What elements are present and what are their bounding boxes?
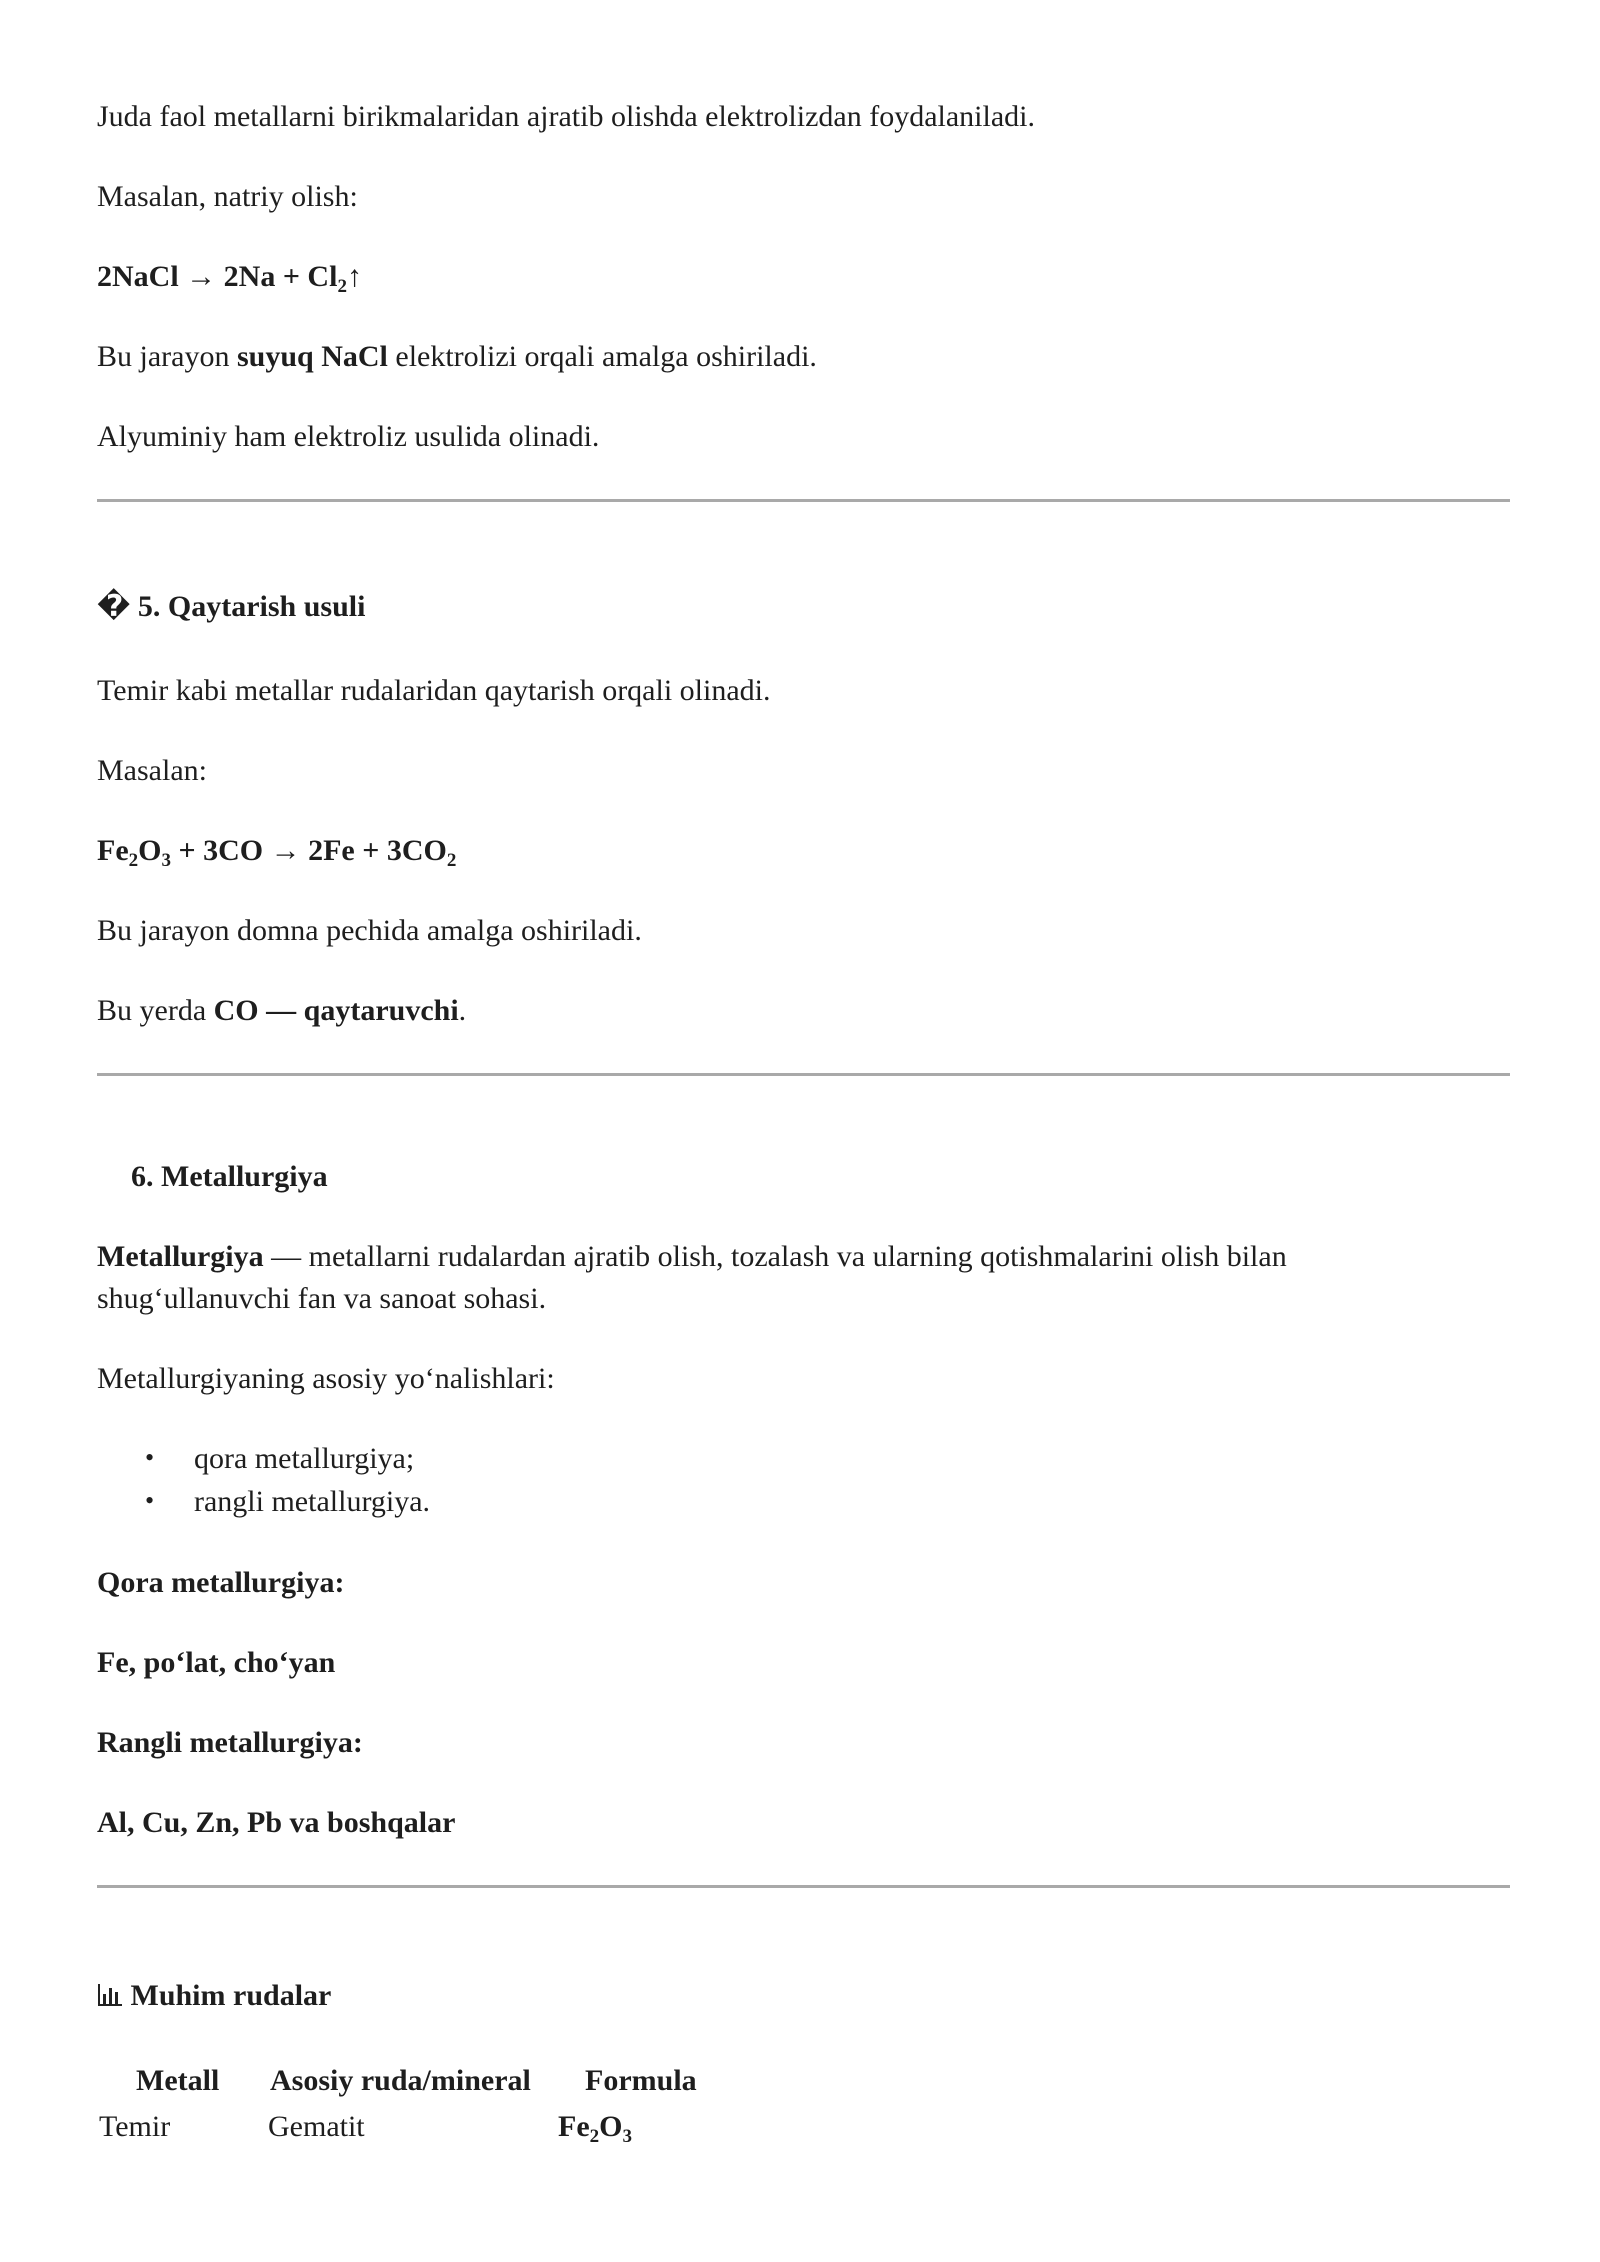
table-header-formula: Formula bbox=[585, 2064, 697, 2097]
equation-rhs: 2Na + Cl bbox=[223, 260, 338, 293]
equation-arrow: → bbox=[186, 260, 217, 293]
rangli-label: Rangli metallurgiya: bbox=[97, 1726, 363, 1759]
equation-part: + 3CO bbox=[170, 834, 271, 867]
section-5-heading bbox=[97, 586, 365, 628]
formula-subscript: 2 bbox=[589, 2126, 600, 2147]
list-item: qora metallurgiya; bbox=[194, 1442, 415, 1475]
bold-segment: suyuq NaCl bbox=[236, 340, 388, 373]
table-cell-formula bbox=[558, 2106, 632, 2148]
list-item: rangli metallurgiya. bbox=[194, 1485, 431, 1518]
equation-part: 2Fe + 3CO bbox=[300, 834, 447, 867]
qora-label: Qora metallurgiya: bbox=[97, 1566, 345, 1599]
formula-part: Fe bbox=[558, 2110, 590, 2143]
equation-subscript: 2 bbox=[337, 276, 347, 297]
text-segment: elektrolizi orqali amalga oshiriladi. bbox=[387, 340, 817, 373]
rangli-items: Al, Cu, Zn, Pb va boshqalar bbox=[97, 1806, 456, 1839]
bullet-marker: • bbox=[145, 1443, 155, 1472]
table-cell-mineral: Gematit bbox=[268, 2110, 365, 2143]
bold-segment: Metallurgiya bbox=[97, 1240, 264, 1273]
equation-subscript: 2 bbox=[128, 850, 139, 871]
formula-subscript: 3 bbox=[622, 2126, 632, 2147]
equation-arrow: → bbox=[270, 834, 301, 867]
equation-lhs: 2NaCl bbox=[97, 260, 179, 293]
formula-part: O bbox=[599, 2110, 623, 2143]
fe2o3-equation bbox=[97, 830, 456, 872]
section-5-line-4 bbox=[97, 990, 466, 1032]
equation-tail: ↑ bbox=[346, 260, 362, 293]
intro-line-3 bbox=[97, 336, 817, 378]
intro-line-4: Alyuminiy ham elektroliz usulida olinadi. bbox=[97, 420, 600, 453]
text-segment: Bu jarayon bbox=[97, 340, 237, 373]
text-segment: . bbox=[458, 994, 467, 1027]
table-cell-metal: Temir bbox=[99, 2110, 171, 2143]
definition-line-2: shug‘ullanuvchi fan va sanoat sohasi. bbox=[97, 1282, 547, 1315]
intro-line-1: Juda faol metallarni birikmalaridan ajratib olishda elektrolizdan foydalaniladi. bbox=[97, 100, 1035, 133]
equation-subscript: 3 bbox=[161, 850, 171, 871]
equation-part: O bbox=[138, 834, 162, 867]
horizontal-divider bbox=[97, 499, 1510, 502]
horizontal-divider bbox=[97, 1073, 1510, 1076]
nacl-equation bbox=[97, 256, 362, 298]
text-segment: — metallarni rudalardan ajratib olish, tozalash va ularning qotishmalarini olish bilan bbox=[263, 1240, 1287, 1273]
bullet-marker: • bbox=[145, 1486, 155, 1515]
ores-title: Muhim rudalar bbox=[130, 1979, 332, 2012]
missing-glyph-icon: � bbox=[97, 589, 131, 624]
directions-intro: Metallurgiyaning asosiy yo‘nalishlari: bbox=[97, 1362, 555, 1395]
qora-items: Fe, po‘lat, cho‘yan bbox=[97, 1646, 336, 1679]
section-6-title: 6. Metallurgiya bbox=[131, 1160, 328, 1193]
document-page bbox=[97, 0, 1510, 2262]
intro-line-2: Masalan, natriy olish: bbox=[97, 180, 358, 213]
horizontal-divider bbox=[97, 1885, 1510, 1888]
ores-heading bbox=[97, 1975, 331, 2017]
section-5-title: 5. Qaytarish usuli bbox=[137, 590, 366, 623]
text-segment: Bu yerda bbox=[97, 994, 214, 1027]
bold-segment: CO — qaytaruvchi bbox=[213, 994, 459, 1027]
equation-part: Fe bbox=[97, 834, 129, 867]
section-5-line-3: Bu jarayon domna pechida amalga oshiriladi. bbox=[97, 914, 642, 947]
bar-chart-icon bbox=[97, 1975, 123, 2017]
table-header-mineral: Asosiy ruda/mineral bbox=[270, 2064, 531, 2097]
table-header-metall: Metall bbox=[136, 2064, 220, 2097]
definition-line-1 bbox=[97, 1236, 1287, 1278]
section-5-line-1: Temir kabi metallar rudalaridan qaytarish orqali olinadi. bbox=[97, 674, 771, 707]
equation-subscript: 2 bbox=[446, 850, 457, 871]
section-5-line-2: Masalan: bbox=[97, 754, 207, 787]
